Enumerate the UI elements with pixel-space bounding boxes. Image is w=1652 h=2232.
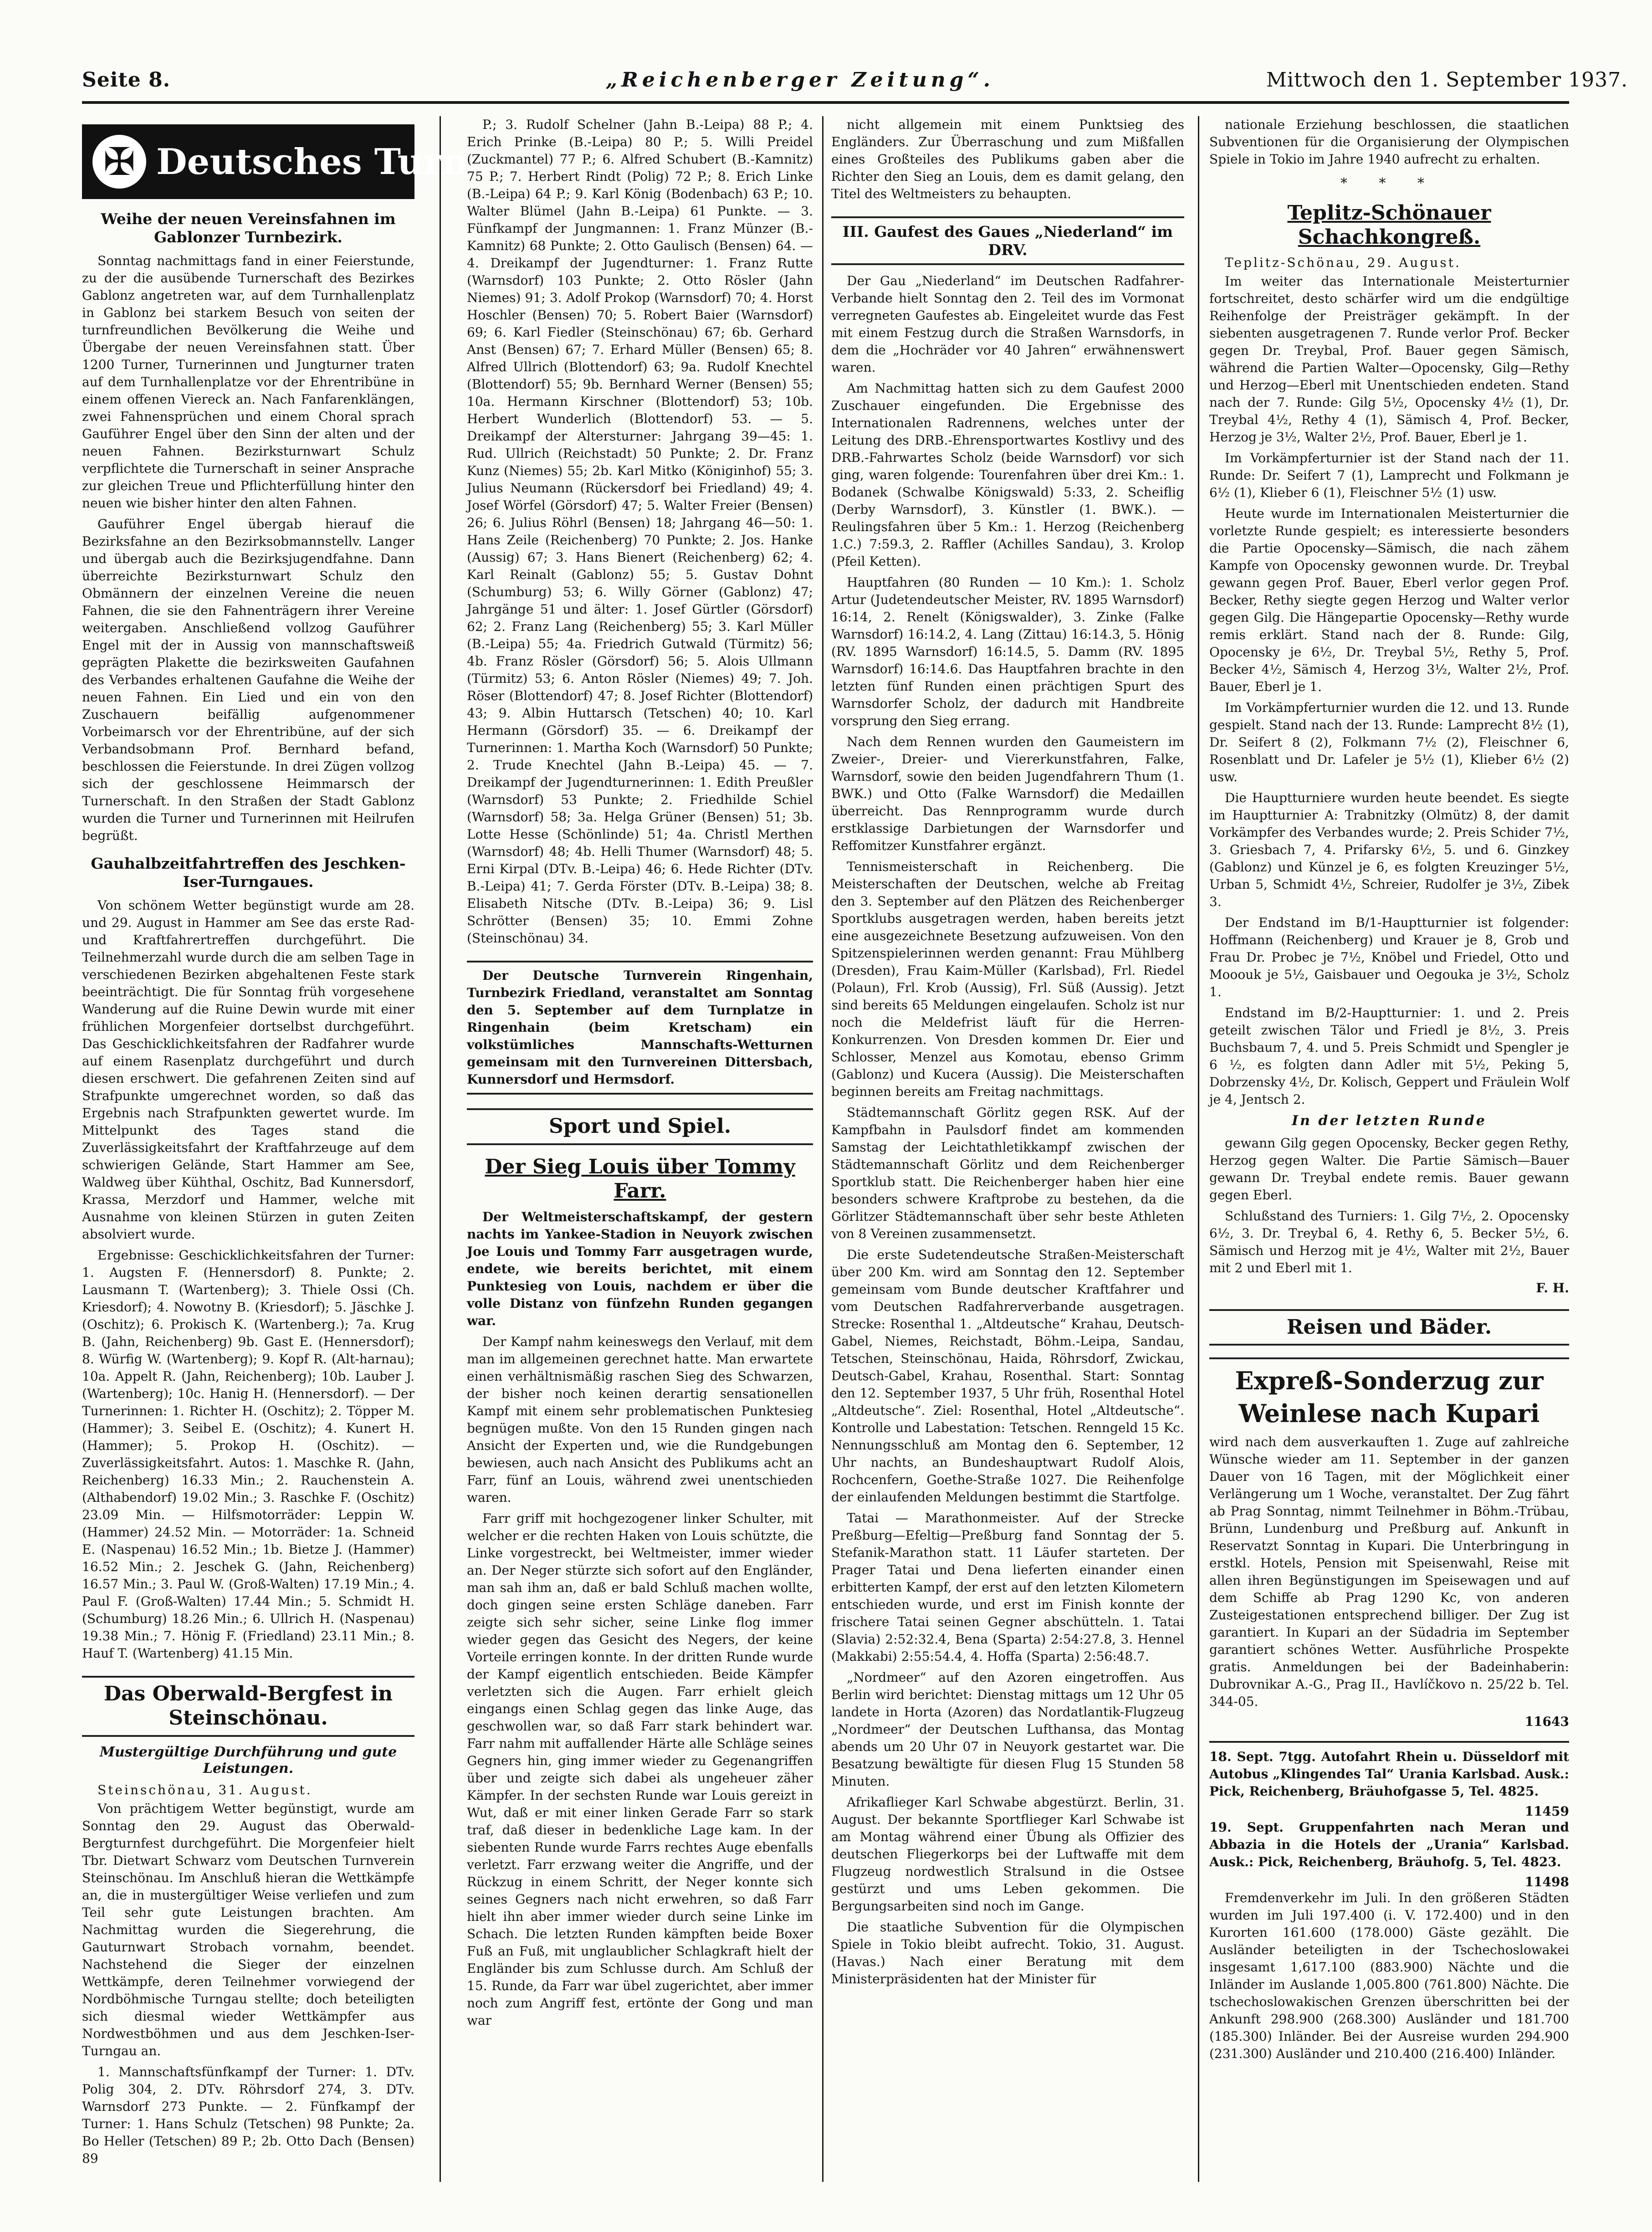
column-divider	[822, 116, 823, 2182]
article-paragraph: Im weiter das Internationale Meisterturnier fortschreitet, desto schärfer wird um die endgültige Reihenfolge der Preisträger gekämpft. In der siebenten ausgetragenen 7. Runde verlor Prof. Becker gegen Dr. Treybal, Prof. Bauer gegen Sämisch, während die Partien Walter—Opocensky, Gilg—Rethy und Herzog—Eberl mit Unentschieden endeten. Stand nach der 7. Runde: Gilg 5½, Opocensky 4½ (1), Dr. Treybal 4½, Rethy 4 (1), Sämisch 4, Prof. Becker, Herzog je 3½, Walter 2½, Prof. Bauer, Eberl je 1.	[1209, 273, 1569, 445]
ad-headline: Expreß-Sonderzug zur	[1235, 1366, 1544, 1396]
article-paragraph: Tatai — Marathonmeister. Auf der Strecke Preßburg—Efeltig—Preßburg fand Sonntag der 5. Stefanik-Marathon statt. 11 Läufer starteten. Der Prager Tatai und Dena lieferten einander einen erbitterten Kampf, der erst auf den letzten Kilometern entschieden wurde, und erst im Finish konnte der frischere Tatai seinen Gegner abschütteln. 1. Tatai (Slavia) 2:52:32.4, Bena (Sparta) 2:54:27.8, 3. Hennel (Makkabi) 2:55:54.4, 4. Hoffa (Sparta) 2:56:48.7.	[831, 1510, 1184, 1664]
article-paragraph: Die Hauptturniere wurden heute beendet. Es siegte im Hauptturnier A: Trabnitzky (Olmütz) 8, der damit Vorkämpfer des Verbandes wurde; 2. Preis Schider 7½, 3. Griesbach 7, 4. Prifarsky 6½, 5. und 6. Ginzkey (Gablonz) und Künzel je 6, es folgten Kreuzinger 5½, Urban 5, Schmidt 4½, Schreier, Rudolfer je 3½, Zibek 3.	[1209, 790, 1569, 909]
ad-number: 11498	[1524, 1874, 1569, 1890]
article-paragraph: Von schönem Wetter begünstigt wurde am 28. und 29. August in Hammer am See das erste Rad- und Kraftfahrertreffen durchgeführt. Die Teilnehmerzahl wurde durch die am selben Tage in verschiedenen Bezirken abgehaltenen Feste stark beeinträchtigt. Die für Sonntag früh vorgesehene Wanderung auf die Ruine Dewin wurde mit einer frühlichen Morgenfeier dortselbst durchgeführt. Das Geschicklichkeitsfahren der Radfahrer wurde auf einem Rasenplatz durchgeführt und durch diesen erschwert. Die gefahrenen Zeiten sind auf Strafpunkte umgerechnet worden, so daß das Ergebnis nach Strafpunkten gewertet wurde. Im Mittelpunkt des Tages stand die Zuverlässigkeitsfahrt der Kraftfahrzeuge auf dem schwierigen Gelände, Start Hammer am See, Waldweg über Kühthal, Oschitz, Bad Kunnersdorf, Krassa, Merzdorf und Hammer, welche mit Ausnahme von kleinen Stürzen in guten Zeiten absolviert wurde.	[82, 898, 414, 1242]
article-paragraph: Sonntag nachmittags fand in einer Feierstunde, zu der die ausübende Turnerschaft des Bezirkes Gablonz angetreten war, auf dem Turnhallenplatz in Gablonz bei starkem Besuch von seiten der turnfreundlichen Bevölkerung die Weihe und Übergabe der neuen Vereinsfahnen statt. Über 1200 Turner, Turnerinnen und Jungturner traten auf dem Turnhallenplatze vor der Ehrentribüne in einem offenen Viereck an. Nach Fanfarenklängen, zwei Fahnensprüchen und einem Choral sprach Gauführer Engel über den Sinn der alten und der neuen Fahnen. Bezirksturnwart Schulz verpflichtete die Turnerschaft in seiner Ansprache zur gleichen Treue und Pflichterfüllung hinter den neuen wie bisher hinter den alten Fahnen.	[82, 253, 414, 511]
article-headline: Weihe der neuen Vereinsfahnen im Gablonzer Turnbezirk.	[101, 210, 396, 246]
column-divider	[440, 116, 441, 2182]
article-paragraph: Im Vorkämpferturnier wurden die 12. und 13. Runde gespielt. Stand nach der 13. Runde: Lamprecht 8½ (1), Dr. Seifert 8 (2), Folkmann 7½ (2), Fleischner 6, Rosenblatt und Dr. Lafeler je 5½ (1), Klieber 6½ (2) usw.	[1209, 700, 1569, 784]
article-paragraph: „Nordmeer“ auf den Azoren eingetroffen. Aus Berlin wird berichtet: Dienstag mittags um 12 Uhr 05 landete in Horta (Azoren) das Nordatlantik-Flugzeug „Nordmeer“ der Deutschen Lufthansa, das Montag abends um 20 Uhr 07 in Neuyork gestartet war. Die Besatzung bewältigte für diesen Flug 15 Stunden 58 Minuten.	[831, 1670, 1184, 1789]
section-header	[82, 124, 517, 199]
article-paragraph: Tennismeisterschaft in Reichenberg. Die Meisterschaften der Deutschen, welche ab Freitag den 3. September auf den Plätzen des Reichenberger Sportklubs ausgetragen werden, haben bereits jetzt eine ausgezeichnete Besetzung aufzuweisen. Von den Spitzenspielerinnen werden genannt: Frau Mühlberg (Dresden), Frau Kaim-Müller (Karlsbad), Frl. Riedel (Polaun), Frl. Krob (Aussig), Frl. Süß (Aussig). Jetzt sind bereits 65 Meldungen eingelaufen. Scholz ist nur noch die Meldefrist läuft für die Herren-Konkurrenzen. Von Dresden kommen Dr. Eier und Schlosser, Menzel aus Komotau, ebenso Grimm (Gablonz) und Kucera (Aussig). Die Meisterschaften beginnen bereits am Freitag nachmittags.	[831, 859, 1184, 1100]
article-paragraph: Heute wurde im Internationalen Meisterturnier die vorletzte Runde gespielt; es interessierte besonders die Partie Opocensky—Sämisch, die nach zähem Kampfe von Opocensky gewonnen wurde. Dr. Treybal gewann gegen Prof. Bauer, Eberl verlor gegen Prof. Becker, Rethy siegte gegen Herzog und Walter verlor gegen Gilg. Die Hängepartie Opocensky—Rethy wurde remis erklärt. Stand nach der 8. Runde: Gilg, Opocensky je 6½, Dr. Treybal 5½, Rethy 5, Prof. Becker 4½, Sämisch 4, Herzog 3½, Walter 2½, Prof. Bauer, Eberl je 1.	[1209, 506, 1569, 694]
section-title: Sport und Spiel.	[467, 1108, 813, 1145]
article-paragraph: 1. Mannschaftsfünfkampf der Turner: 1. DTv. Polig 304, 2. DTv. Röhrsdorf 274, 3. DTv. Warnsdorf 273 Punkte. — 2. Fünfkampf der Turner: 1. Hans Schulz (Tetschen) 98 Punkte; 2a. Bo Heller (Tetschen) 89 P.; 2b. Otto Dach (Bensen) 89	[82, 2064, 414, 2166]
article-paragraph: gewann Gilg gegen Opocensky, Becker gegen Rethy, Herzog gegen Walter. Die Partie Sämisch—Bauer gewann Dr. Treybal endete remis. Bauer gewann gegen Eberl.	[1209, 1135, 1569, 1203]
article-paragraph: Der Kampf nahm keineswegs den Verlauf, mit dem man im allgemeinen gerechnet hatte. Man erwartete einen verhältnismäßig raschen Sieg des Schwarzen, der bisher noch keinen derartig sensationellen Kampf mit einem sehr problematischen Punktesieg begnügen mußte. Von den 15 Runden gingen nach Ansicht der Experten und, wie die Rundgebungen bewiesen, auch nach Ansicht des Publikums acht an Farr, fünf an Louis, während zwei unentschieden waren.	[467, 1334, 813, 1505]
article-paragraph: Schlußstand des Turniers: 1. Gilg 7½, 2. Opocensky 6½, 3. Dr. Treybal 6, 4. Rethy 6, 5. Becker 5½, 6. Sämisch und Herzog mit je 4½, Walter mit 2½, Bauer mit 2 und Eberl mit 1.	[1209, 1208, 1569, 1275]
article-paragraph: Ergebnisse: Geschicklichkeitsfahren der Turner: 1. Augsten F. (Hennersdorf) 8. Punkte; 2. Lausmann T. (Wartenberg); 3. Thiele Ossi (Ch. Kriesdorf); 4. Nowotny B. (Kriesdorf); 5. Jäschke J. (Oschitz); 6. Prokisch K. (Wartenberg.); 7a. Krug B. (Jahn, Reichenberg) 9b. Gast E. (Hennersdorf); 8. Würfig W. (Wartenberg); 9. Kopf R. (Alt-harnau); 10a. Appelt R. (Jahn, Reichenberg); 10b. Lauber J. (Wartenberg); 10c. Hanig H. (Hennersdorf). — Der Turnerinnen: 1. Richter H. (Oschitz); 2. Töpper M. (Hammer); 3. Seibel E. (Oschitz); 4. Kunert H. (Hammer); 5. Prokop H. (Oschitz). — Zuverlässigkeitsfahrt. Autos: 1. Maschke R. (Jahn, Reichenberg) 16.33 Min.; 2. Rauchenstein A. (Althabendorf) 19.02 Min.; 3. Raschke F. (Oschitz) 23.09 Min. — Hilfsmotorräder: Leppin W. (Hammer) 24.52 Min. — Motorräder: 1a. Schneid E. (Naspenau) 16.52 Min.; 1b. Bietze J. (Hammer) 16.52 Min.; 2. Jeschek G. (Jahn, Reichenberg) 16.57 Min.; 3. Paul W. (Groß-Walten) 17.19 Min.; 4. Paul F. (Groß-Walten) 17.44 Min.; 5. Schmidt H. (Schumburg) 18.26 Min.; 6. Ullrich H. (Naspenau) 19.38 Min.; 7. Hönig F. (Friedland) 23.11 Min.; 8. Hauf T. (Wartenberg) 41.15 Min.	[82, 1248, 414, 1661]
author-signature: F. H.	[1536, 1280, 1569, 1295]
article-paragraph: Die staatliche Subvention für die Olympischen Spiele in Tokio bleibt aufrecht. Tokio, 31. August. (Havas.) Nach einer Beratung mit dem Ministerpräsidenten hat der Minister für	[831, 1920, 1184, 1987]
dateline: Steinschönau, 31. August.	[97, 1782, 312, 1797]
column-1	[82, 116, 517, 2182]
advertisement	[1209, 1741, 1569, 1889]
advertisement	[1209, 1357, 1569, 1729]
article-paragraph: Hauptfahren (80 Runden — 10 Km.): 1. Scholz Artur (Judetendeutscher Meister, RV. 1895 Warnsdorf) 16:14, 2. Renelt (Königswalder), 3. Zinke (Falke Warnsdorf) 16:14.2, 4. Lang (Zittau) 16:14.3, 5. Hönig (RV. 1895 Warnsdorf) 16:14.5, 5. Damm (RV. 1895 Warnsdorf) 16:14.6. Das Hauptfahren brachte in den letzten fünf Runden einen prächtigen Spurt des Warnsdorfer Scholz, der dadurch mit Handbreite vorsprung den Sieg errang.	[831, 575, 1184, 729]
ad-text: 19. Sept. Gruppenfahrten nach Meran und Abbazia in die Hotels der „Urania“ Karlsbad. Ausk.: Pick, Reichenberg, Bräuhofg. 5, Tel. 4823.	[1209, 1820, 1569, 1870]
column-2	[467, 116, 813, 2182]
ad-text: wird nach dem ausverkauften 1. Zuge auf zahlreiche Wünsche wieder am 11. September in der ganzen Dauer von 16 Tagen, mit der Möglichkeit einer Verlängerung um 1 Woche, veranstaltet. Der Zug fährt ab Prag Sonntag, nimmt Teilnehmer in Böhm.-Trübau, Brünn, Lundenburg und Preßburg auf. Ankunft in Reservatzt Sonntag in Kupari. Die Unterbringung in erstkl. Hotels, Pension mit Speisenwahl, Reise mit allen ihren Begünstigungen im Speisewagen und auf dem Schiffe ab Prag 1290 Kc, von anderen Zusteigestationen entsprechend billiger. Der Zug ist garantiert. In Kupari an der Südadria im September garantiert schönes Wetter. Ausführliche Prospekte gratis. Anmeldungen bei der Badeinhaberin: Dubrovnikar A.-G., Prag II., Havlíčkovo n. 25/22 b. Tel. 344-05.	[1209, 1434, 1569, 1710]
article-subheadline: Mustergültige Durchführung und gute Leistungen.	[99, 1744, 397, 1776]
article-paragraph: Nach dem Rennen wurden den Gaumeistern im Zweier-, Dreier- und Viererkunstfahren, Falke, Warnsdorf, sowie den beiden Jugendfahrern Thum (1. BWK.) und Otto (Falke Warnsdorf) die Medaillen überreicht. Das Rennprogramm wurde durch erstklassige Darbietungen der Warnsdorfer und Reffomitzer Kunstfahrer ergänzt.	[831, 734, 1184, 854]
article-headline: Gauhalbzeitfahrtreffen des Jeschken-Iser-Turngaues.	[91, 855, 406, 891]
article-paragraph: nationale Erziehung beschlossen, die staatlichen Subventionen für die Organisierung der Olympischen Spiele in Tokio im Jahre 1940 aufrecht zu erhalten.	[1209, 117, 1569, 167]
article-paragraph: Farr griff mit hochgezogener linker Schulter, mit welcher er die rechten Haken von Louis schützte, die Linke vorgestreckt, bei Weltmeister, immer wieder an. Der Neger stürzte sich sofort auf den Engländer, man sah ihm an, daß er bald Schluß machen wollte, doch gingen seine ersten Schläge daneben. Farr zeigte sich sehr sicher, seine Linke flog immer wieder gegen das Gesicht des Negers, der keine Vorteile erringen konnte. In der dritten Runde wurde der Kampf eigentlich entschieden. Beide Kämpfer verletzten sich die Augen. Farr erhielt gleich eingangs einen Schlag gegen das linke Auge, das geschwollen war, so daß Farr stark behindert war. Farr nahm mit auffallender Härte alle Schläge seines Gegners hin, ging immer wieder zu Gegenangriffen über und zeigte sich dabei als ungeheuer zäher Kämpfer. In der sechsten Runde war Louis gereizt in Wut, daß er mit einer linken Gerade Farr so stark traf, daß dieser in bedenkliche Lage kam. In der siebenten Runde wurde Farrs rechtes Auge ebenfalls verletzt. Farr erzwang weiter die Angriffe, und der Rückzug in einem Schritt, der Neger konnte sich seines Gegners nach nicht erwehren, so daß Farr hielt ihn aber immer wieder durch seine Linke im Schach. Die letzten Runden kämpften beide Boxer Fuß an Fuß, mit unglaublicher Schlagkraft hielt der Engländer bis zum Schlusse durch. Am Schluß der 15. Runde, da Farr war übel zugerichtet, aber immer noch zum Angriff fest, ertönte der Gong und man war	[467, 1511, 813, 2028]
page-number: Seite 8.	[82, 68, 171, 92]
article-paragraph: Die erste Sudetendeutsche Straßen-Meisterschaft über 200 Km. wird am Sonntag den 12. September gemeinsam vom Bunde deutscher Kraftfahrer und vom Deutschen Radfahrerverbande ausgetragen. Strecke: Rosenthal 1. „Altdeutsche“ Krahau, Deutsch-Gabel, Niemes, Reichstadt, Böhm.-Leipa, Sandau, Tetschen, Steinschönau, Haida, Röhrsdorf, Zwickau, Deutsch-Gabel, Krahau, Rosenthal. Start: Sonntag den 12. September 1937, 5 Uhr früh, Rosenthal Hotel „Altdeutsche“. Ziel: Rosenthal, Hotel „Altdeutsche“. Kontrolle und Labestation: Tetschen. Renngeld 15 Kc. Nennungsschluß am Montag den 6. September, 12 Uhr nachts, an Bundeshauptwart Rudolf Alois, Rochcenfern, Goethe-Straße 1027. Die Reihenfolge der einlaufenden Meldungen bestimmt die Startfolge.	[831, 1247, 1184, 1505]
column-divider	[1198, 116, 1199, 2182]
section-separator: * * *	[1340, 175, 1438, 191]
article-paragraph: Im Vorkämpferturnier ist der Stand nach der 11. Runde: Dr. Seifert 7 (1), Lamprecht und Folkmann je 6½ (1), Klieber 6 (1), Fleischner 5½ (1) usw.	[1209, 450, 1569, 500]
turner-cross-icon: ✠	[92, 135, 146, 189]
article-paragraph: Afrikaflieger Karl Schwabe abgestürzt. Berlin, 31. August. Der bekannte Sportflieger Karl Schwabe ist am Montag während einer Übung als Offizier des deutschen Fliegerkorps bei der Luftwaffe mit dem Flugzeug nordwestlich Stralsund in die Ostsee gestürzt und ums Leben gekommen. Die Bergungsarbeiten sind noch im Gange.	[831, 1795, 1184, 1914]
column-3	[831, 116, 1184, 2182]
article-paragraph: Am Nachmittag hatten sich zu dem Gaufest 2000 Zuschauer eingefunden. Die Ergebnisse des Internationalen Radrennens, welches unter der Leitung des DRB.-Ehrensportwartes Kostlivy und des DRB.-Fahrwartes Scholz (beide Warnsdorf) vor sich ging, waren folgende: Tourenfahren über drei Km.: 1. Bodanek (Schwalbe Königswald) 5:33, 2. Scheiflig (Derby Warnsdorf), 3. Künstler (1. BWK.). — Reulingsfahren über 5 Km.: 1. Herzog (Reichenberg 1.C.) 7:59.3, 2. Raffler (Achilles Sandau), 3. Krolop (Pfeil Ketten).	[831, 381, 1184, 569]
article-subheadline: In der letzten Runde	[1292, 1112, 1487, 1129]
article-paragraph: Der Gau „Niederland“ im Deutschen Radfahrer-Verbande hielt Sonntag den 2. Teil des im Vormonat verregneten Gaufestes ab. Eingeleitet wurde das Fest mit einem Festzug durch die Straßen Warnsdorfs, in dem die „Hochräder vor 40 Jahren“ erwähnenswert waren.	[831, 273, 1184, 375]
article-headline: Der Sieg Louis über Tommy Farr.	[485, 1155, 795, 1203]
article-paragraph: Fremdenverkehr im Juli. In den größeren Städten wurden im Juli 197.400 (i. V. 172.400) und in den Kurorten 161.600 (178.000) Gäste gezählt. Die Ausländer beteiligten in der Tschechoslowakei insgesamt 1,617.100 (883.900) Nächte und die Inländer im Auslande 1,005.800 (761.800) Nächte. Die tschechoslowakischen Grenzen überschritten bei der Ankunft 298.900 (268.300) Ausländer und 181.700 (185.300) Inländer. Bei der Ausreise wurden 294.900 (231.300) Ausländer und 210.400 (216.400) Inländer.	[1209, 1890, 1569, 2062]
article-headline: III. Gaufest des Gaues „Niederland“ im DRV.	[831, 216, 1184, 265]
issue-date: Mittwoch den 1. September 1937.	[1266, 68, 1628, 92]
newspaper-title: „Reichenberger Zeitung“.	[606, 68, 995, 92]
ad-number: 11643	[1524, 1714, 1569, 1730]
ad-headline: Weinlese nach Kupari	[1238, 1398, 1540, 1428]
section-title: Reisen und Bäder.	[1209, 1309, 1569, 1346]
article-paragraph: Endstand im B/2-Hauptturnier: 1. und 2. Preis geteilt zwischen Tälor und Friedl je 8½, 3. Preis Buchsbaum 7, 4. und 5. Preis Schmidt und Spengler je 6 ½, es folgten dann Adler mit 5½, Peking 5, Dobrzensky 4½, Dr. Kolisch, Geppert und Fräulein Wolf je 4, Jentsch 2.	[1209, 1005, 1569, 1107]
masthead-rule	[82, 101, 1569, 104]
article-paragraph: Städtemannschaft Görlitz gegen RSK. Auf der Kampfbahn in Paulsdorf findet am kommenden Samstag der Leichtathletikkampf zwischen der Städtemannschaft Görlitz und dem Reichenberger Sportklub statt. Die Reichenberger haben hier eine besonders schwere Kraftprobe zu bestehen, da die Görlitzer Städtemannschaft über sehr beste Athleten von 8 Vereinen zusammensetzt.	[831, 1105, 1184, 1242]
article-paragraph: Der Weltmeisterschaftskampf, der gestern nachts im Yankee-Stadion in Neuyork zwischen Joe Louis und Tommy Farr ausgetragen wurde, endete, wie bereits berichtet, mit einem Punktesieg von Louis, nachdem er über die volle Distanz von fünfzehn Runden gegangen war.	[467, 1209, 813, 1329]
article-headline: Teplitz-Schönauer Schachkongreß.	[1287, 201, 1491, 249]
article-paragraph: P.; 3. Rudolf Schelner (Jahn B.-Leipa) 88 P.; 4. Erich Prinke (B.-Leipa) 80 P.; 5. Willi Preidel (Zuckmantel) 77 P.; 6. Alfred Schubert (B.-Kamnitz) 75 P.; 7. Herbert Rindt (Polig) 72 P.; 8. Erich Linke (B.-Leipa) 64 P.; 9. Karl König (Bodenbach) 63 P.; 10. Walter Blümel (Jahn B.-Leipa) 61 Punkte. — 3. Fünfkampf der Jungmannen: 1. Franz Münzer (B.-Kamnitz) 68 Punkte; 2. Otto Gaulisch (Bensen) 64. — 4. Dreikampf der Jugendturner: 1. Franz Rutte (Warnsdorf) 103 Punkte; 2. Otto Rösler (Jahn Niemes) 91; 3. Adolf Prokop (Warnsdorf) 70; 4. Horst Hoschler (Bensen) 70; 5. Robert Baier (Warnsdorf) 69; 6. Karl Fiedler (Steinschönau) 67; 6b. Gerhard Anst (Bensen) 67; 7. Erhard Müller (Bensen) 65; 8. Alfred Ullrich (Blottendorf) 63; 9a. Rudolf Knechtel (Blottendorf) 55; 9b. Bernhard Werner (Bensen) 55; 10a. Hermann Kirschner (Blottendorf) 53; 10b. Herbert Wunderlich (Blottendorf) 53. — 5. Dreikampf der Altersturner: Jahrgang 39—45: 1. Rud. Ullrich (Reichstadt) 50 Punkte; 2. Dr. Franz Kunz (Niemes) 55; 2b. Karl Mitko (Königinhof) 55; 3. Julius Neumann (Rückersdorf bei Friedland) 49; 4. Josef Wörfel (Görsdorf) 47; 5. Walter Freier (Bensen) 26; 6. Julius Röhrl (Bensen) 18; Jahrgang 46—50: 1. Hans Zeile (Reichenberg) 70 Punkte; 2. Jos. Hanke (Aussig) 67; 3. Hans Bienert (Reichenberg) 62; 4. Karl Reinalt (Gablonz) 55; 5. Gustav Dohnt (Schumburg) 53; 6. Willy Görner (Gablonz) 47; Jahrgänge 51 und älter: 1. Josef Gürtler (Görsdorf) 62; 2. Franz Lang (Reichenberg) 55; 3. Karl Müller (B.-Leipa) 55; 4a. Friedrich Gutwald (Türmitz) 56; 4b. Franz Rösler (Görsdorf) 56; 5. Alois Ullmann (Türmitz) 53; 6. Anton Rösler (Niemes) 49; 7. Joh. Röser (Blottendorf) 47; 8. Josef Richter (Blottendorf) 43; 9. Albin Huttarsch (Tetschen) 40; 10. Karl Hermann (Görsdorf) 35. — 6. Dreikampf der Turnerinnen: 1. Martha Koch (Warnsdorf) 50 Punkte; 2. Trude Knechtel (Jahn B.-Leipa) 45. — 7. Dreikampf der Jugendturnerinnen: 1. Edith Preußler (Warnsdorf) 53 Punkte; 2. Friedhilde Schiel (Warnsdorf) 58; 3a. Helga Grüner (Bensen) 51; 3b. Lotte Hesse (Schönlinde) 51; 4a. Christl Merthen (Warnsdorf) 48; 4b. Helli Thumer (Warnsdorf) 48; 5. Erni Kirpal (DTv. B.-Leipa) 46; 6. Hede Richter (DTv. B.-Leipa) 41; 7. Gerda Förster (DTv. B.-Leipa) 38; 8. Elisabeth Nitsche (DTv. B.-Leipa) 36; 9. Lisl Schrötter (Bensen) 35; 10. Emmi Zohne (Steinschönau) 34.	[467, 117, 813, 946]
article-paragraph: Von prächtigem Wetter begünstigt, wurde am Sonntag den 29. August das Oberwald-Bergturnfest durchgeführt. Die Morgenfeier hielt Tbr. Dietwart Schwarz vom Deutschen Turnverein Steinschönau. Im Anschluß hieran die Wettkämpfe an, die in mustergültiger Weise verliefen und zum Teil sehr gute Leistungen brachten. Am Nachmittag wurden die Siegerehrung, die Gauturnwart Strobach vornahm, beendet. Nachstehend die Sieger der einzelnen Wettkämpfe, deren Teilnehmer vorwiegend der Nordböhmische Turngau stellte; doch beteiligten sich diesmal wieder Wettkämpfer aus Nordwestböhmen und aus dem Jeschken-Iser-Turngau an.	[82, 1801, 414, 2058]
section-title: Deutsches Turnen	[156, 141, 517, 183]
article-paragraph: Der Endstand im B/1-Hauptturnier ist folgender: Hoffmann (Reichenberg) und Krauer je 8, Grob und Frau Dr. Probec je 7½, Knöbel und Friedel, Otto und Mooouk je 5½, Gaisbauer und Oegouka je 3½, Scholz 1.	[1209, 915, 1569, 999]
column-4	[1209, 116, 1569, 2182]
article-paragraph: Gauführer Engel übergab hierauf die Bezirksfahne an den Bezirksobmannstellv. Langer und übergab auch die Bezirksjugendfahne. Dann überreichte Bezirksturnwart Schulz den Obmännern der einzelnen Vereine die neuen Fahnen, die sie den Fahnenträgern ihrer Vereine weitergaben. Anschließend vollzog Gauführer Engel mit der in Aussig von mannschaftsweiß geprägten Plakette die bezirksweiten Gaufahnen des Verbandes erhaltenen Gaufahne die Weihe der neuen Fahnen. Ein Lied und ein von den Zuschauern beifällig aufgenommener Vorbeimarsch vor der Ehrentribüne, auf der sich Verbandsobmann Prof. Bernhard befand, beschlossen die Feierstunde. In drei Zügen vollzog sich der geschlossene Heimmarsch der Turnerschaft. In den Straßen der Stadt Gablonz wurden die Turner und Turnerinnen mit Heilrufen begrüßt.	[82, 517, 414, 844]
dateline: Teplitz-Schönau, 29. August.	[1225, 255, 1461, 270]
ad-text: 18. Sept. 7tgg. Autofahrt Rhein u. Düsseldorf mit Autobus „Klingendes Tal“ Urania Karlsbad. Ausk.: Pick, Reichenberg, Bräuhofgasse 5, Tel. 4825.	[1209, 1749, 1569, 1799]
notice-paragraph: Der Deutsche Turnverein Ringenhain, Turnbezirk Friedland, veranstaltet am Sonntag den 5. September auf dem Turnplatze in Ringenhain (beim Kretscham) ein volkstümliches Mannschafts-Wetturnen gemeinsam mit den Turnvereinen Dittersbach, Kunnersdorf und Hermsdorf.	[467, 961, 813, 1095]
article-paragraph: nicht allgemein mit einem Punktsieg des Engländers. Zur Überraschung und zum Mißfallen eines Großteiles des Publikums gaben aber die Richter den Sieg an Louis, dem es damit gelang, den Titel des Weltmeisters zu behaupten.	[831, 117, 1184, 201]
ad-number: 11459	[1524, 1804, 1569, 1819]
article-headline: Das Oberwald-Bergfest in Steinschönau.	[82, 1676, 414, 1737]
